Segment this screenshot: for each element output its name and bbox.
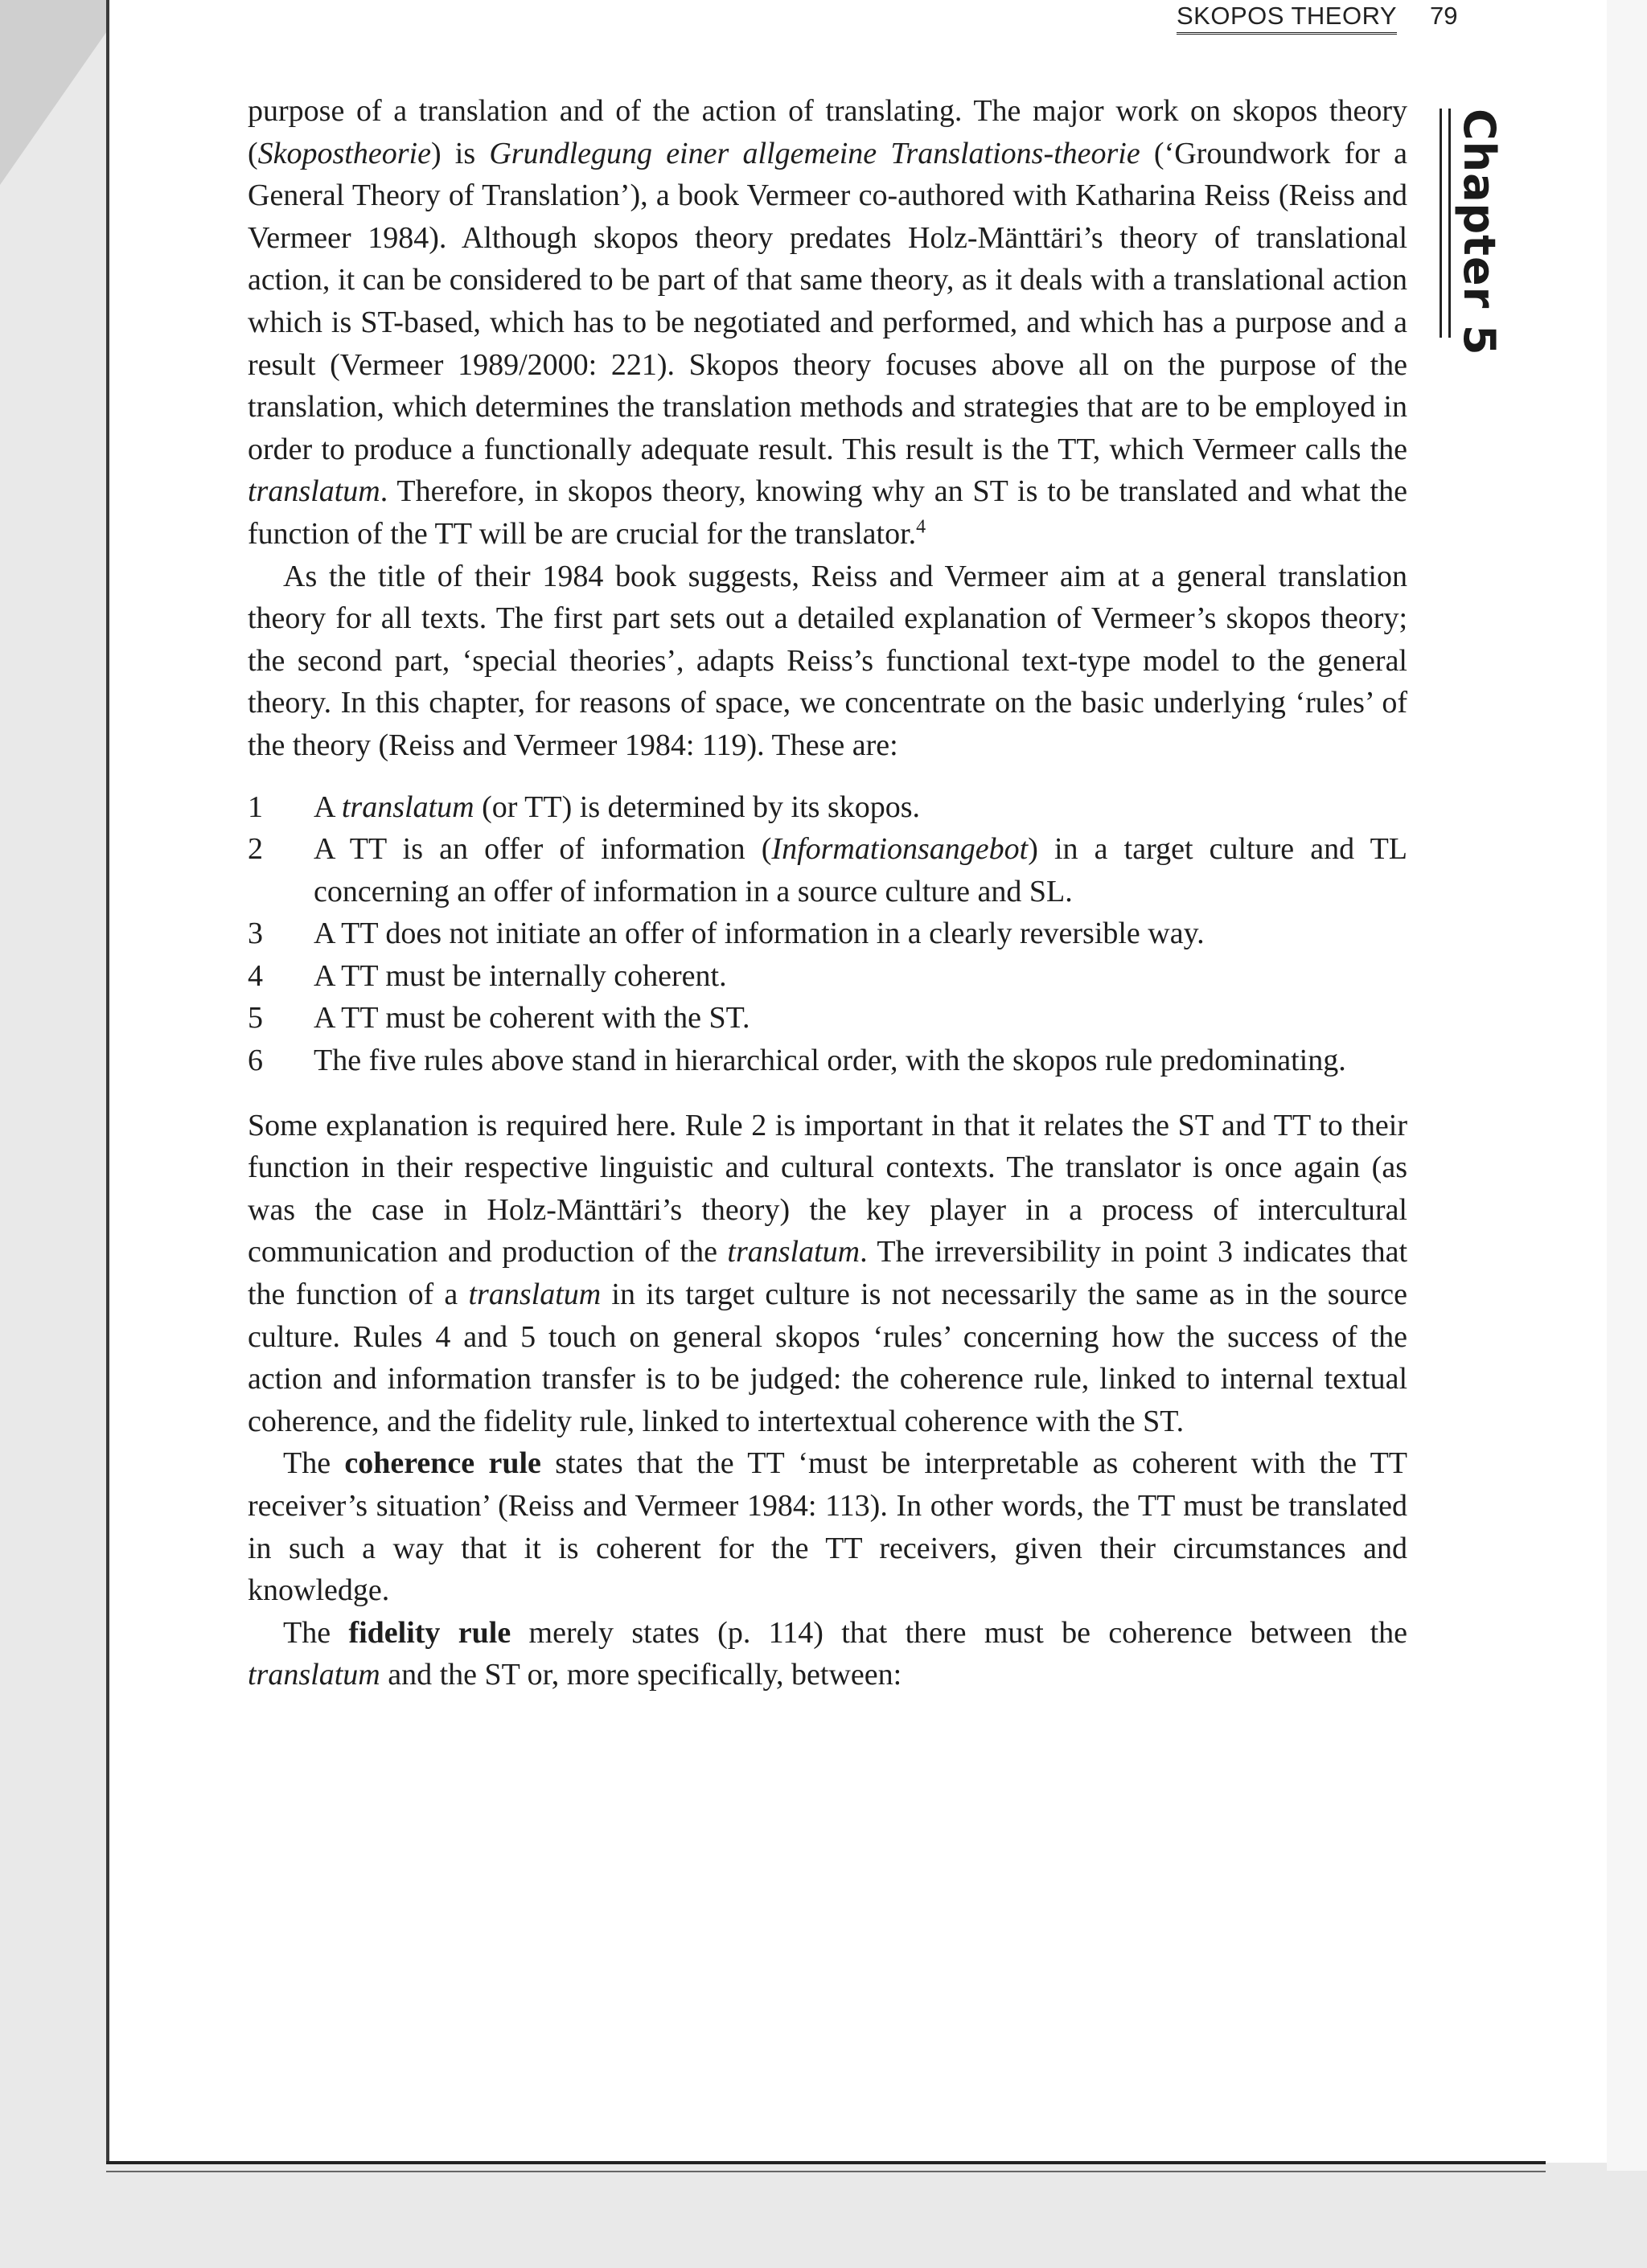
rule-item: 2 A TT is an offer of information (Informationsangebot) in a target culture and TL concerning an offer of information in a source culture and SL. — [248, 832, 1408, 908]
rules-list — [248, 786, 1407, 1082]
page-number: 79 — [1430, 2, 1458, 30]
footnote-marker[interactable]: 4 — [916, 516, 926, 538]
rule-item: 5 A TT must be coherent with the ST. — [248, 1001, 750, 1036]
rule-item: 3 A TT does not initiate an offer of information in a clearly reversible way. — [248, 917, 1205, 951]
bottom-rule — [106, 2161, 1546, 2164]
bottom-rule-thin — [106, 2171, 1546, 2172]
rule-item: 6 The five rules above stand in hierarchical order, with the skopos rule predominating. — [248, 1044, 1346, 1078]
running-header: SKOPOS THEORY — [1177, 2, 1397, 35]
paragraph-5: The fidelity rule merely states (p. 114) that there must be coherence between the translatum and the ST or, more specifically, between: — [248, 1615, 1408, 1692]
term-fidelity-rule: fidelity rule — [348, 1615, 511, 1650]
chapter-tab-label: Chapter 5 — [1454, 109, 1505, 356]
paragraph-4: The coherence rule states that the TT ‘must be interpretable as coherent with the TT receiver’s situation’ (Reiss and Vermeer 1984: 113). In other words, the TT must be translated in such a way that it is coherent for the TT receivers, given their circumstances and knowledge. — [248, 1446, 1408, 1608]
paragraph-1: purpose of a translation and of the action of translating. The major work on skopos theory (Skopostheorie) is Grundlegung einer allgemeine Translations-theorie (‘Groundwork for a General Theory of Translation’), a book Vermeer co-authored with Katharina Reiss (Reiss and Vermeer 1984). Although skopos theory predates Holz-Mänttäri’s theory of translational action, it can be considered to be part of that same theory, as it deals with a translational action which is ST-based, which has to be negotiated and performed, and which has a purpose and a result (Vermeer 1989/2000: 221). Skopos theory focuses above all on the purpose of the translation, which determines the translation methods and strategies that are to be employed in order to produce a functionally adequate result. This result is the TT, which Vermeer calls the translatum. Therefore, in skopos theory, knowing why an ST is to be translated and what the function of the TT will be are crucial for the translator.$^4$ — [248, 94, 1407, 551]
rule-item: 4 A TT must be internally coherent. — [248, 958, 727, 993]
rule-item: 1 A translatum (or TT) is determined by its skopos. — [248, 789, 921, 824]
page-right-edge — [1607, 0, 1647, 2171]
chapter-tab-bar — [1440, 109, 1451, 338]
paragraph-2: As the title of their 1984 book suggests, Reiss and Vermeer aim at a general translation theory for all texts. The first part sets out a detailed explanation of Vermeer’s skopos theory; the second part, ‘special theories’, adapts Reiss’s functional text-type model to the general theory. In this chapter, for reasons of space, we concentrate on the basic underlying ‘rules’ of the theory (Reiss and Vermeer 1984: 119). These are: — [248, 559, 1407, 762]
term-coherence-rule: coherence rule — [344, 1446, 541, 1481]
paragraph-3: Some explanation is required here. Rule 2 is important in that it relates the ST and TT to their function in their respective linguistic and cultural contexts. The translator is once again (as was the case in Holz-Mänttäri’s theory) the key player in a process of intercultural communication and production of the translatum. The irreversibility in point 3 indicates that the function of a translatum in its target culture is not necessarily the same as in the source culture. Rules 4 and 5 touch on general skopos ‘rules’ concerning how the success of the action and information transfer is to be judged: the coherence rule, linked to internal textual coherence, and the fidelity rule, linked to intertextual coherence with the ST. — [248, 1108, 1407, 1438]
body-text — [248, 90, 1407, 1696]
